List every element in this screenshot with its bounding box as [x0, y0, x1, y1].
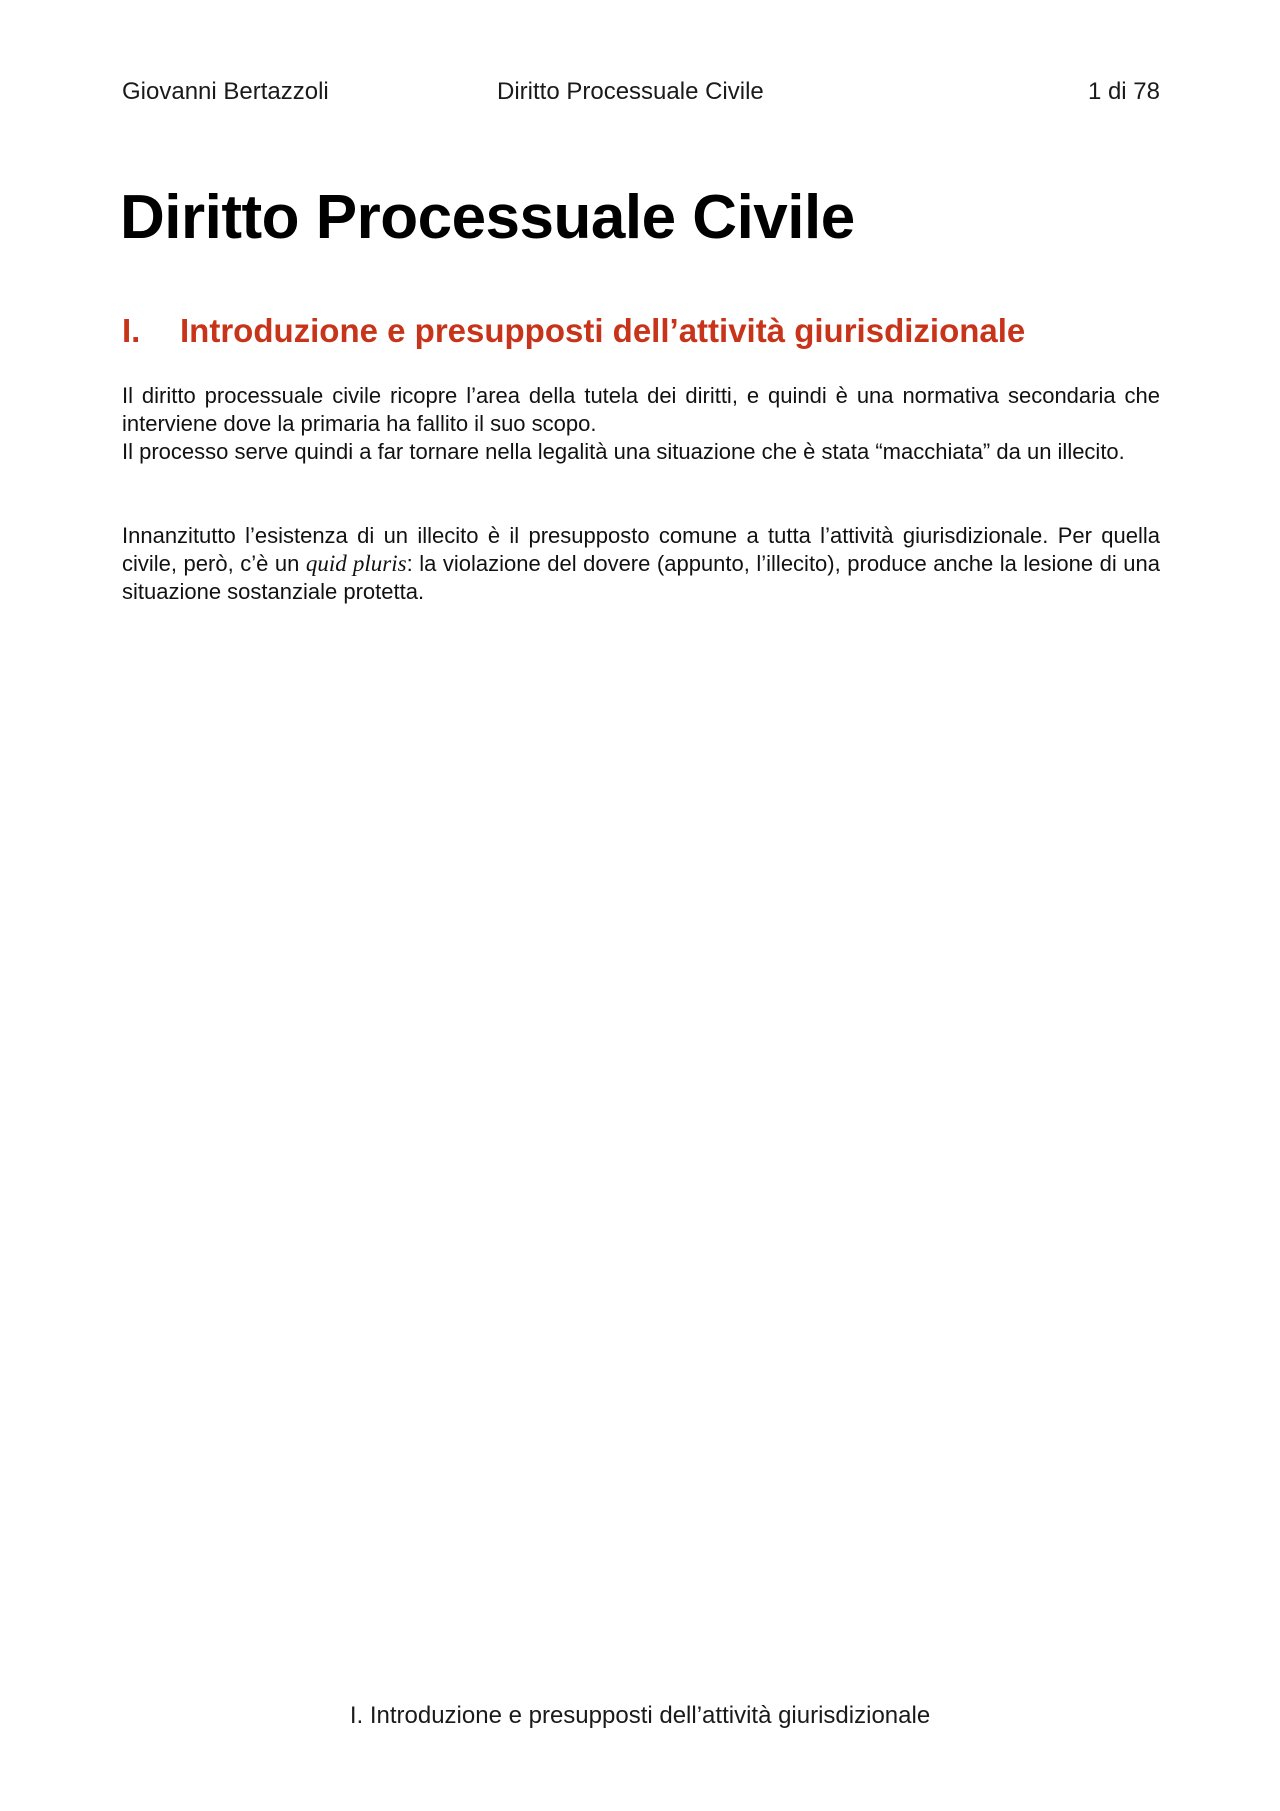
body-block-illecito	[122, 522, 1160, 606]
header-author: Giovanni Bertazzoli	[122, 78, 329, 105]
running-header	[122, 76, 1160, 108]
body-paragraph: Il diritto processuale civile ricopre l’area della tutela dei diritti, e quindi è una normativa secondaria che interviene dove la primaria ha fallito il suo scopo.	[122, 383, 1160, 436]
body-paragraph	[122, 522, 1160, 606]
running-footer: I. Introduzione e presupposti dell’attività giurisdizionale	[349, 1702, 931, 1729]
section-heading	[122, 310, 1025, 352]
header-page-number: 1 di 78	[1087, 78, 1160, 105]
body-block-intro	[122, 382, 1160, 466]
section-number: I.	[122, 312, 141, 349]
body-text-run: : la violazione del dovere (appunto, l’illecito), produce anche la lesione di una situazione sostanziale protetta.	[122, 551, 1160, 604]
section-heading-text: Introduzione e presupposti dell’attività giurisdizionale	[180, 312, 1026, 349]
header-document-title: Diritto Processuale Civile	[497, 78, 764, 105]
page-title: Diritto Processuale Civile	[120, 183, 855, 252]
body-paragraph: Il processo serve quindi a far tornare nella legalità una situazione che è stata “macchiata” da un illecito.	[122, 439, 1125, 464]
latin-term: quid pluris	[305, 551, 407, 576]
body-text-run: Innanzitutto l’esistenza di un illecito è il presupposto comune a tutta l’attività giurisdizionale. Per quella civile, però, c’è un	[122, 523, 1160, 576]
